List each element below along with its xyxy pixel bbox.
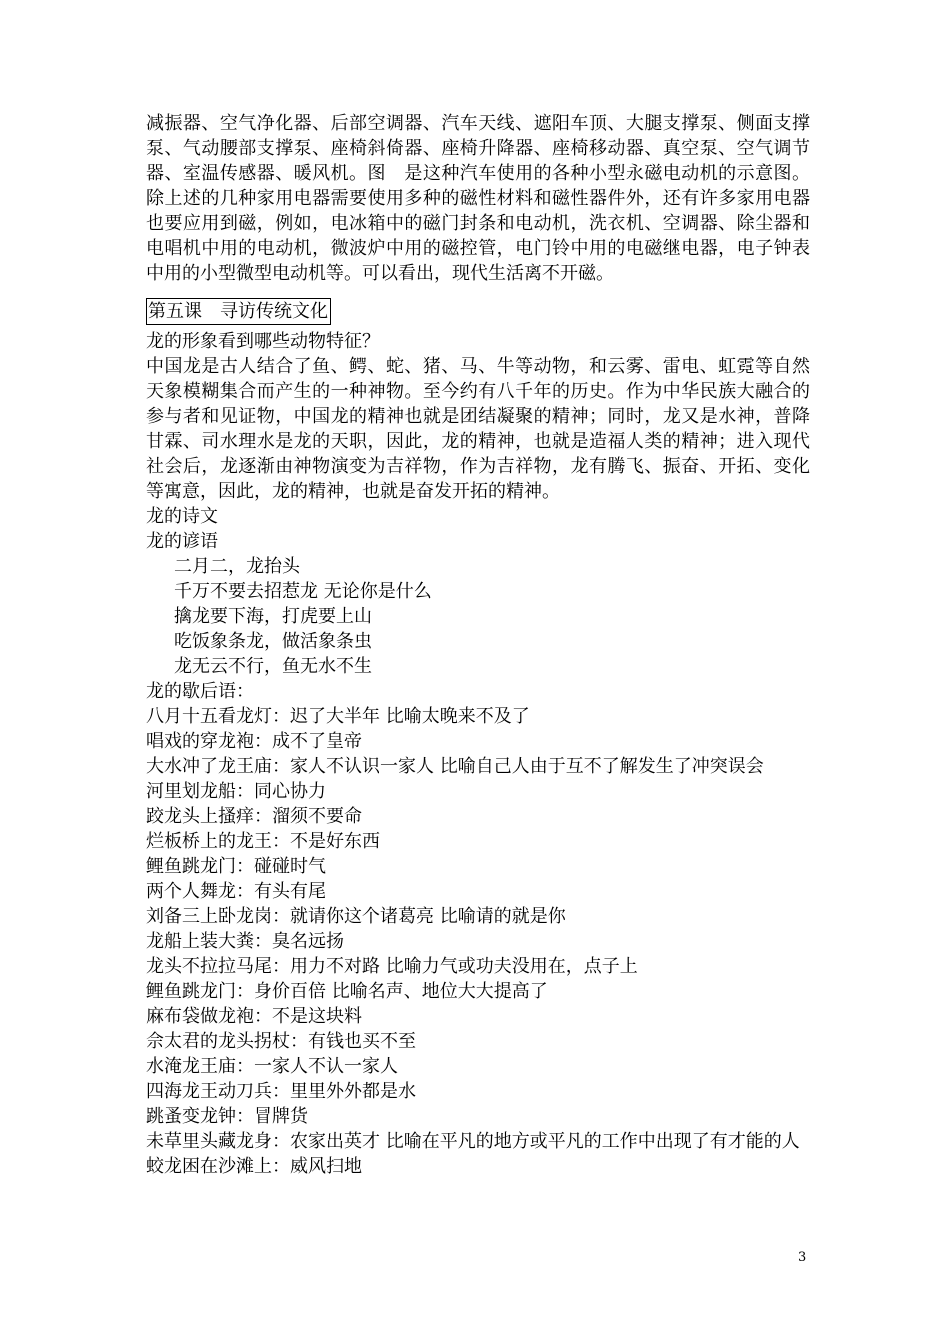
xiehouyu-item: 未草里头藏龙身：农家出英才 比喻在平凡的地方或平凡的工作中出现了有才能的人	[146, 1131, 800, 1152]
xiehouyu-item: 鲤鱼跳龙门：碰碰时气	[146, 856, 326, 877]
xiehouyu-item: 麻布袋做龙袍：不是这块料	[146, 1006, 362, 1027]
xiehouyu-item: 鲤鱼跳龙门：身价百倍 比喻名声、地位大大提高了	[146, 981, 548, 1002]
proverb-item: 龙无云不行，鱼无水不生	[174, 656, 372, 677]
xiehouyu-item: 两个人舞龙：有头有尾	[146, 881, 326, 902]
proverb-item: 千万不要去招惹龙 无论你是什么	[174, 581, 432, 602]
xiehouyu-item: 蛟龙困在沙滩上：威风扫地	[146, 1156, 362, 1177]
xiehouyu-item: 水淹龙王庙：一家人不认一家人	[146, 1056, 398, 1077]
xiehouyu-list	[146, 704, 810, 1179]
xiehouyu-item: 佘太君的龙头拐杖：有钱也买不至	[146, 1031, 416, 1052]
proverb-item: 擒龙要下海，打虎要上山	[174, 606, 372, 627]
page-content	[146, 111, 810, 1179]
xiehouyu-item: 烂板桥上的龙王：不是好东西	[146, 831, 380, 852]
intro-paragraph: 减振器、空气净化器、后部空调器、汽车天线、遮阳车顶、大腿支撑泵、侧面支撑泵、气动腰部支撑泵、座椅斜倚器、座椅升降器、座椅移动器、真空泵、空气调节器、室温传感器、暖风机。图 是这种汽车使用的各种小型永磁电动机的示意图。 除上述的几种家用电器需要使用多种的磁性材料和磁性器件外，还有许多家用电器也要应用到磁，例如，电冰箱中的磁门封条和电动机，洗衣机、空调器、除尘器和电唱机中用的电动机，微波炉中用的磁控管，电门铃中用的电磁继电器，电子钟表中用的小型微型电动机等。可以看出，现代生活离不开磁。	[146, 113, 810, 284]
question-line: 龙的形象看到哪些动物特征？	[146, 331, 380, 352]
proverbs-heading: 龙的谚语	[146, 531, 218, 552]
xiehouyu-heading: 龙的歇后语：	[146, 681, 254, 702]
xiehouyu-item: 四海龙王动刀兵：里里外外都是水	[146, 1081, 416, 1102]
lesson-title-box	[146, 286, 810, 329]
xiehouyu-item: 跳蚤变龙钟：冒牌货	[146, 1106, 308, 1127]
proverb-item: 吃饭象条龙，做活象条虫	[174, 631, 372, 652]
xiehouyu-item: 唱戏的穿龙袍：成不了皇帝	[146, 731, 362, 752]
xiehouyu-item: 河里划龙船：同心协力	[146, 781, 326, 802]
xiehouyu-item: 龙头不拉拉马尾：用力不对路 比喻力气或功夫没用在，点子上	[146, 956, 638, 977]
proverb-item: 二月二，龙抬头	[174, 556, 300, 577]
xiehouyu-item: 跤龙头上搔痒：溜须不要命	[146, 806, 362, 827]
xiehouyu-item: 龙船上装大粪：臭名远扬	[146, 931, 344, 952]
xiehouyu-item: 刘备三上卧龙岗：就请你这个诸葛亮 比喻请的就是你	[146, 906, 566, 927]
xiehouyu-item: 八月十五看龙灯：迟了大半年 比喻太晚来不及了	[146, 706, 530, 727]
page-number: 3	[798, 1250, 807, 1265]
proverbs-list	[146, 554, 810, 679]
dragon-paragraph: 中国龙是古人结合了鱼、鳄、蛇、猪、马、牛等动物，和云雾、雷电、虹霓等自然天象模糊集合而产生的一种神物。至今约有八千年的历史。作为中华民族大融合的参与者和见证物，中国龙的精神也就是团结凝聚的精神；同时，龙又是水神，普降甘霖、司水理水是龙的天职，因此，龙的精神，也就是造福人类的精神；进入现代社会后，龙逐渐由神物演变为吉祥物，作为吉祥物，龙有腾飞、振奋、开拓、变化等寓意，因此，龙的精神，也就是奋发开拓的精神。	[146, 356, 810, 502]
lesson-title: 第五课 寻访传统文化	[146, 298, 331, 325]
xiehouyu-item: 大水冲了龙王庙：家人不认识一家人 比喻自己人由于互不了解发生了冲突误会	[146, 756, 764, 777]
poetry-heading: 龙的诗文	[146, 506, 218, 527]
